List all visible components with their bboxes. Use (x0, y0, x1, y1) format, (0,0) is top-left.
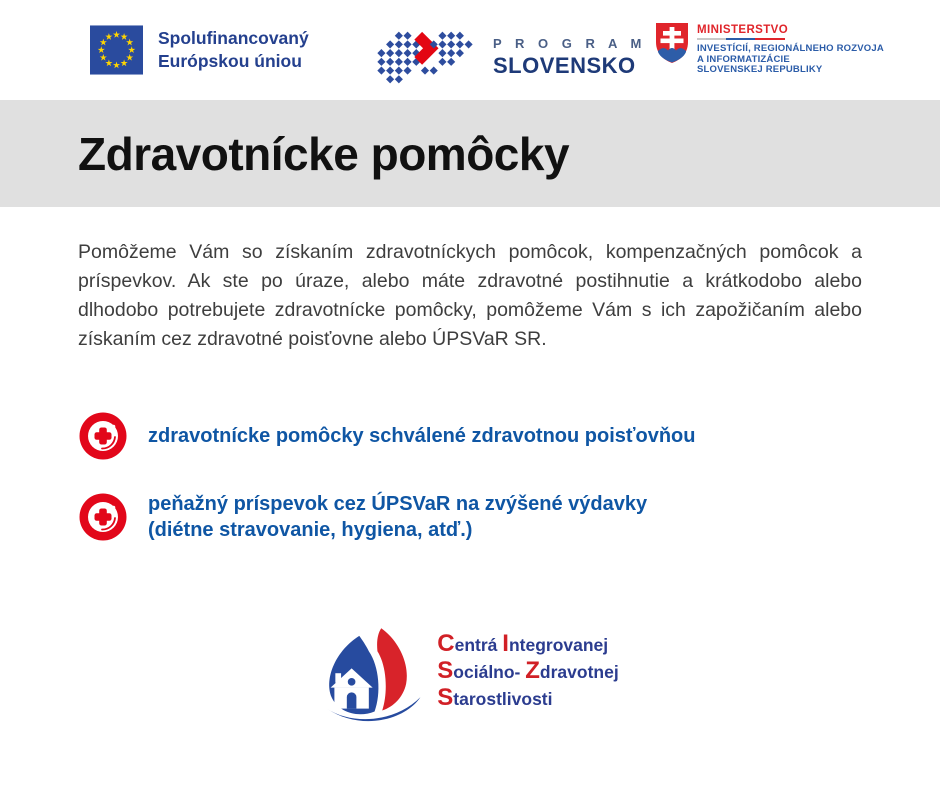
program-slovensko-logo (375, 26, 646, 88)
ministry-label-line1: MINISTERSTVO (697, 24, 789, 36)
bullet-text (148, 491, 647, 543)
program-label-line2: SLOVENSKO (493, 52, 636, 78)
program-chevron (414, 32, 438, 65)
eu-cofunded-logo (90, 25, 309, 75)
ciss-text-line3: Starostlivosti (437, 683, 553, 711)
title-banner (0, 100, 940, 207)
eu-label-line2: Európskou úniou (158, 51, 302, 71)
eu-label-line1: Spolufinancovaný (158, 28, 309, 48)
bullet-item (78, 411, 940, 461)
bullet-item (78, 491, 940, 543)
ministry-label-line3: A INFORMATIZÁCIE (697, 53, 790, 65)
intro-paragraph: Pomôžeme Vám so získaním zdravotníckych pomôcok, kompenzačných pomôcok a príspevkov. Ak ste po úraze, alebo máte zdravotné postihnutie a krátkodobo alebo dlhodobo potrebujete zdravotnícke pomôcky, pomôžeme Vám s ich zapožičaním alebo získaním cez zdravotné poisťovne alebo ÚPSVaR SR. (78, 241, 862, 350)
medical-cross-icon (78, 411, 128, 461)
bullet-line: zdravotnícke pomôcky schválené zdravotnou poisťovňou (148, 425, 696, 447)
footer (0, 626, 940, 730)
ciss-text-line2: Sociálno- Zdravotnej (437, 656, 619, 684)
eu-cofunded-label (158, 27, 309, 73)
header-logos (0, 0, 940, 100)
bullet-text (148, 423, 695, 449)
ministry-label (697, 22, 884, 76)
ministry-logo (655, 22, 884, 76)
ciss-initial: Z (525, 656, 540, 684)
ciss-initial: I (502, 629, 509, 657)
ciss-logo (321, 626, 618, 730)
ministry-label-line2: INVESTÍCIÍ, REGIONÁLNEHO ROZVOJA (697, 43, 884, 54)
program-label-line1: P R O G R A M (493, 35, 647, 51)
ministry-label-line4: SLOVENSKEJ REPUBLIKY (697, 64, 823, 75)
page-title: Zdravotnícke pomôcky (78, 127, 570, 180)
slovak-tricolor-divider (697, 38, 785, 40)
ciss-text-line1: Centrá Integrovanej (437, 629, 609, 657)
bullet-line: peňažný príspevok cez ÚPSVaR na zvýšené výdavky (148, 493, 648, 515)
medical-cross-icon (78, 492, 128, 542)
bullet-line: (diétne stravovanie, hygiena, atď.) (148, 519, 473, 541)
program-slovensko-diamonds-icon (375, 26, 475, 88)
ciss-leaf-house-icon (321, 626, 431, 730)
bullet-list (78, 411, 940, 543)
ciss-initial: C (437, 629, 455, 657)
ciss-initial: S (437, 683, 454, 711)
ciss-initial: S (437, 656, 454, 684)
program-slovensko-label (493, 36, 646, 79)
eu-flag-icon (90, 25, 143, 75)
ciss-logo-text (437, 631, 618, 726)
slovak-coat-of-arms-icon (655, 22, 689, 64)
